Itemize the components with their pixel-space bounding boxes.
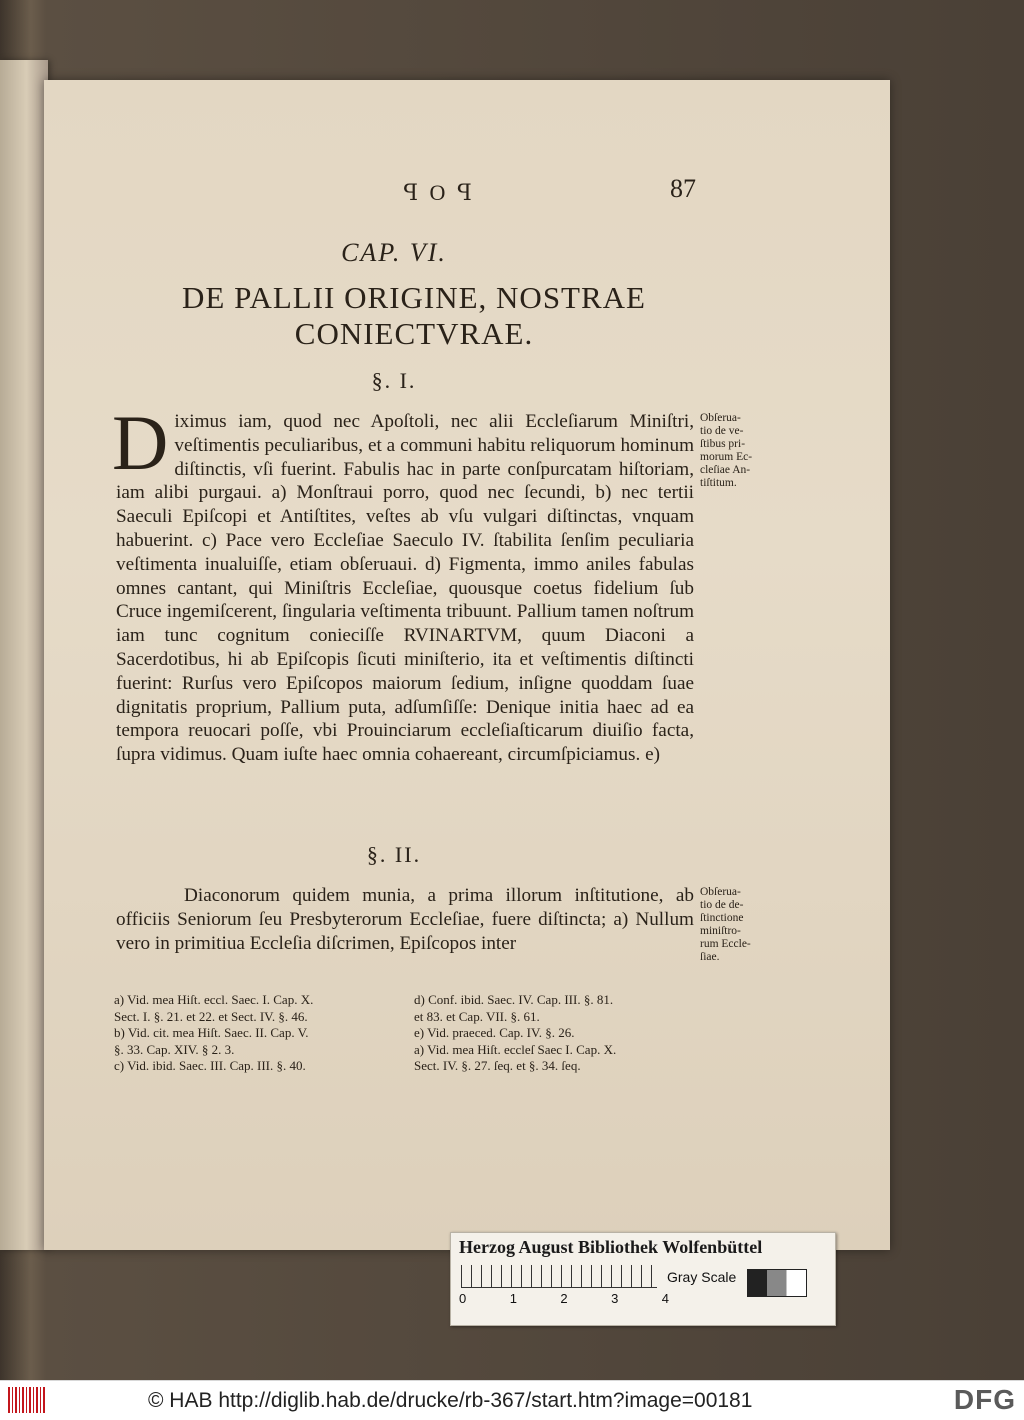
footnote: §. 33. Cap. XIV. § 2. 3. [114,1041,235,1057]
margin-note-line: rum Eccle- [700,938,751,950]
section-mark-1: §. I. [371,368,417,393]
margin-note-line: miniſtro- [700,925,741,937]
scale-number: 2 [560,1291,568,1306]
scale-ruler [461,1265,657,1288]
footnotes-left-column [114,992,404,1075]
paragraph-2 [116,884,694,955]
scale-number: 0 [459,1291,467,1306]
margin-note-line: ſtinctione [700,912,744,924]
book-page [44,80,890,1250]
gray-scale-swatch [747,1269,807,1297]
chapter-title [124,280,704,352]
paragraph-1 [112,399,694,767]
margin-note-line: tio de de- [700,899,744,911]
margin-note-line: tio de ve- [700,425,744,437]
margin-note-line: morum Ec- [700,451,753,463]
margin-note-line: Obſerua- [700,886,741,898]
footnote: Sect. I. §. 21. et 22. et Sect. IV. §. 46. [114,1008,308,1024]
dfg-logo: DFG [953,1384,1016,1415]
paragraph-1-text: iximus iam, quod nec Apoſtoli, nec alii Eccleſiarum Miniſtri, veſtimentis peculiaribus, et a communi habitu reliquorum hominum diſtinctis, vſi fuerint. Fabulis hac in parte conſpurcatam hiſtoriam, iam alibi purgaui. a) Monſtraui porro, quod nec ſecundi, b) nec tertii Saeculi Epiſcopi et Antiſtites, veſtes ab vſu vulgari diſtinctas, vnquam habuerint. c) Pace vero Eccleſiae Saeculo IV. ſtabilita ſenſim peculiaria veſtimenta inualuiſſe, etiam obſeruaui. d) Figmenta, immo aniles fabulas omnes cantant, qui Miniſtris Eccleſiae, quousque coetus fidelium ſub Cruce ingemiſcerent, ſingularia veſtimenta tribuunt. Pallium tamen noſtrum iam tunc cognitum conieciſſe RVINARTVM, quum Diaconi a Sacerdotibus, hi ab Epiſcopis ſicuti miniſterio, ita et veſtimentis diſtincti fuerint: Rurſus vero Epiſcopos maiorum ſedium, inſigne quoddam ſuae dignitatis proprium, Pallium puta, adſumſiſſe: Denique initia haec ad ea tempora reuocari poſſe, vbi Prouinciarum eccleſiaſticarum diuiſio facta, ſupra vidimus. Quam iuſte haec omnia cohaereant, circumſpiciamus. e) [116,411,694,766]
margin-note-1 [700,412,772,490]
margin-note-line: tiſtitum. [700,477,737,489]
paragraph-2-text: Diaconorum quidem munia, a prima illorum inſtitutione, ab officiis Seniorum ſeu Presbyterorum Eccleſiae, fuere diſtincta; a) Nullum vero in primitiua Eccleſia diſcrimen, Epiſcopos inter [116,885,694,954]
barcode-icon [8,1387,46,1413]
scale-numbers [459,1291,669,1306]
running-head: ꟼ O ꟼ [403,180,475,205]
drop-cap: D [112,399,169,486]
margin-note-line: Obſerua- [700,412,741,424]
margin-note-2 [700,886,772,964]
library-name: Herzog August Bibliothek Wolfenbüttel [459,1237,763,1257]
footnote: e) Vid. praeced. Cap. IV. §. 26. [414,1025,575,1040]
footnotes-right-column [414,992,704,1075]
footnote: c) Vid. ibid. Saec. III. Cap. III. §. 40. [114,1058,306,1073]
scale-number: 3 [611,1291,619,1306]
facing-page-edge [0,60,48,1250]
footnote: d) Conf. ibid. Saec. IV. Cap. III. §. 81. [414,992,614,1007]
chapter-label: CAP. VI. [341,238,447,267]
margin-note-line: ſtibus pri- [700,438,746,450]
title-line-1: DE PALLII ORIGINE, NOSTRAE [182,280,646,315]
margin-note-line: cleſiae An- [700,464,751,476]
margin-note-line: ſiae. [700,951,720,963]
viewer-footer [0,1380,1024,1420]
title-line-2: CONIECTVRAE. [294,316,534,351]
page-number: 87 [670,174,696,203]
scale-number: 4 [661,1291,669,1306]
scale-number: 1 [509,1291,517,1306]
footnote: b) Vid. cit. mea Hiſt. Saec. II. Cap. V. [114,1025,309,1040]
gray-scale-label: Gray Scale [667,1269,737,1285]
footnote: et 83. et Cap. VII. §. 61. [414,1008,540,1024]
footnote: a) Vid. mea Hiſt. eccl. Saec. I. Cap. X. [114,992,314,1007]
section-mark-2: §. II. [366,842,422,867]
footnote: Sect. IV. §. 27. ſeq. et §. 34. ſeq. [414,1058,581,1073]
copyright-url[interactable]: © HAB http://diglib.hab.de/drucke/rb-367/start.htm?image=00181 [148,1389,753,1412]
library-color-card [450,1232,836,1326]
footnote: a) Vid. mea Hiſt. eccleſ Saec I. Cap. X. [414,1041,617,1057]
